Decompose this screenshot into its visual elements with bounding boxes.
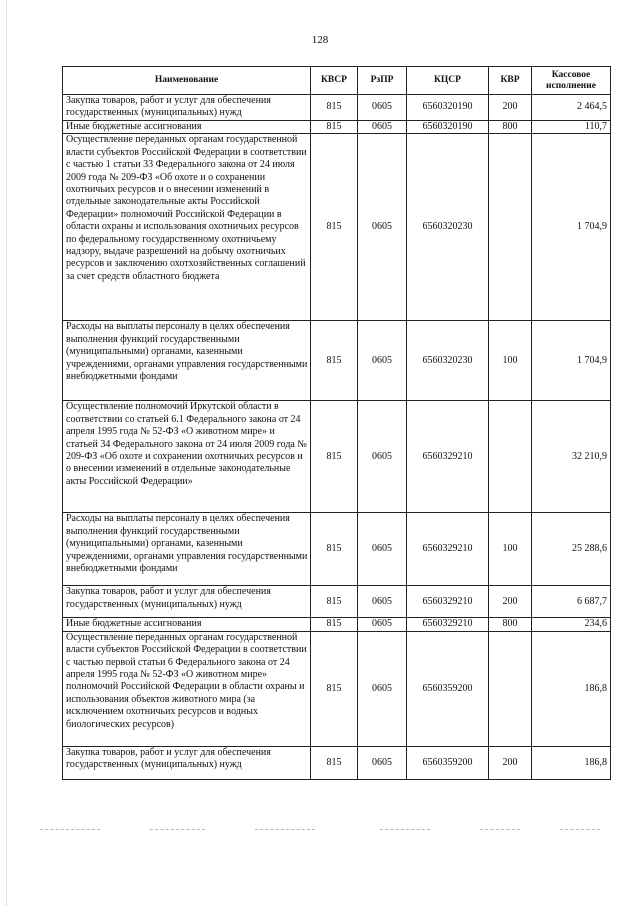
table-row — [63, 121, 611, 134]
row-rzpr: 0605 — [358, 95, 407, 121]
row-kcsr: 6560320230 — [407, 321, 489, 401]
row-kvr — [489, 134, 532, 321]
row-amount: 186,8 — [532, 631, 611, 746]
row-kcsr: 6560329210 — [407, 401, 489, 513]
scan-mark — [380, 829, 430, 830]
row-name: Иные бюджетные ассигнования — [63, 121, 311, 134]
table-row — [63, 513, 611, 586]
row-name: Осуществление полномочий Иркутской области в соответствии со статьей 6.1 Федерального закона от 24 апреля 1995 года № 52-ФЗ «О животном мире» и статьей 34 Федерального закона от 24 июля 2009 года № 209-ФЗ «Об охоте и сохранении охотничьих ресурсов и о внесении изменений в отдельные законодательные акты Российской Федерации» — [63, 401, 311, 513]
row-rzpr: 0605 — [358, 401, 407, 513]
header-kvr: КВР — [489, 67, 532, 95]
row-kvr — [489, 631, 532, 746]
scan-footer-marks — [40, 829, 600, 835]
table-row — [63, 134, 611, 321]
row-kcsr: 6560320230 — [407, 134, 489, 321]
row-name: Закупка товаров, работ и услуг для обеспечения государственных (муниципальных) нужд — [63, 95, 311, 121]
header-kvsr: КВСР — [311, 67, 358, 95]
budget-execution-table — [62, 66, 611, 780]
row-kvr — [489, 401, 532, 513]
row-kcsr: 6560359200 — [407, 631, 489, 746]
scan-mark — [560, 829, 600, 830]
row-amount: 186,8 — [532, 746, 611, 779]
row-kcsr: 6560359200 — [407, 746, 489, 779]
row-rzpr: 0605 — [358, 134, 407, 321]
scan-mark — [255, 829, 315, 830]
row-kvsr: 815 — [311, 401, 358, 513]
row-kvsr: 815 — [311, 618, 358, 631]
scan-mark — [150, 829, 205, 830]
row-amount: 6 687,7 — [532, 586, 611, 618]
row-name: Расходы на выплаты персоналу в целях обеспечения выполнения функций государственными (муниципальными) органами, казенными учреждениями, органами управления государственными внебюджетными фондами — [63, 321, 311, 401]
row-kcsr: 6560329210 — [407, 618, 489, 631]
row-amount: 110,7 — [532, 121, 611, 134]
scan-mark — [40, 829, 100, 830]
row-kvsr: 815 — [311, 631, 358, 746]
scan-edge-line — [6, 0, 7, 905]
row-name: Расходы на выплаты персоналу в целях обеспечения выполнения функций государственными (муниципальными) органами, казенными учреждениями, органами управления государственными внебюджетными фондами — [63, 513, 311, 586]
row-kvr: 200 — [489, 95, 532, 121]
row-kcsr: 6560320190 — [407, 121, 489, 134]
row-amount: 234,6 — [532, 618, 611, 631]
row-rzpr: 0605 — [358, 631, 407, 746]
table-row — [63, 321, 611, 401]
row-kvr: 200 — [489, 746, 532, 779]
table-row — [63, 401, 611, 513]
row-rzpr: 0605 — [358, 618, 407, 631]
row-kvsr: 815 — [311, 586, 358, 618]
header-name: Наименование — [63, 67, 311, 95]
row-kcsr: 6560329210 — [407, 513, 489, 586]
row-kvsr: 815 — [311, 121, 358, 134]
row-kvr: 100 — [489, 321, 532, 401]
row-name: Закупка товаров, работ и услуг для обеспечения государственных (муниципальных) нужд — [63, 586, 311, 618]
row-rzpr: 0605 — [358, 321, 407, 401]
table-row — [63, 95, 611, 121]
row-kvsr: 815 — [311, 95, 358, 121]
row-kvsr: 815 — [311, 134, 358, 321]
header-kcsr: КЦСР — [407, 67, 489, 95]
row-amount: 2 464,5 — [532, 95, 611, 121]
header-amount: Кассовое исполнение — [532, 67, 611, 95]
table-header-row — [63, 67, 611, 95]
row-kvsr: 815 — [311, 321, 358, 401]
row-amount: 1 704,9 — [532, 321, 611, 401]
row-rzpr: 0605 — [358, 513, 407, 586]
row-kcsr: 6560329210 — [407, 586, 489, 618]
row-amount: 25 288,6 — [532, 513, 611, 586]
scan-mark — [480, 829, 520, 830]
row-kvsr: 815 — [311, 746, 358, 779]
row-amount: 1 704,9 — [532, 134, 611, 321]
row-amount: 32 210,9 — [532, 401, 611, 513]
row-name: Осуществление переданных органам государственной власти субъектов Российской Федерации в соответствии с частью первой статьи 6 Федерального закона от 24 апреля 1995 года № 52-ФЗ «О животном мире» полномочий Российской Федерации в области охраны и использования объектов животного мира (за исключением охотничьих ресурсов и водных биологических ресурсов) — [63, 631, 311, 746]
row-kvr: 800 — [489, 618, 532, 631]
row-name: Иные бюджетные ассигнования — [63, 618, 311, 631]
row-rzpr: 0605 — [358, 746, 407, 779]
row-rzpr: 0605 — [358, 121, 407, 134]
row-kvsr: 815 — [311, 513, 358, 586]
row-kvr: 800 — [489, 121, 532, 134]
row-name: Закупка товаров, работ и услуг для обеспечения государственных (муниципальных) нужд — [63, 746, 311, 779]
row-kcsr: 6560320190 — [407, 95, 489, 121]
table-row — [63, 586, 611, 618]
table-row — [63, 631, 611, 746]
row-rzpr: 0605 — [358, 586, 407, 618]
header-rzpr: РзПР — [358, 67, 407, 95]
row-kvr: 100 — [489, 513, 532, 586]
page-number: 128 — [311, 34, 329, 46]
row-name: Осуществление переданных органам государственной власти субъектов Российской Федерации в соответствии с частью 1 статьи 33 Федерального закона от 24 июля 2009 года № 209-ФЗ «Об охоте и о сохранении охотничьих ресурсов и о внесении изменений в отдельные законодательные акты Российской Федерации» полномочий Российской Федерации в области охраны и использования охотничьих ресурсов по федеральному государственному охотничьему надзору, выдаче разрешений на добычу охотничьих ресурсов и заключению охотхозяйственных соглашений за счет средств областного бюджета — [63, 134, 311, 321]
table-row — [63, 746, 611, 779]
table-row — [63, 618, 611, 631]
row-kvr: 200 — [489, 586, 532, 618]
